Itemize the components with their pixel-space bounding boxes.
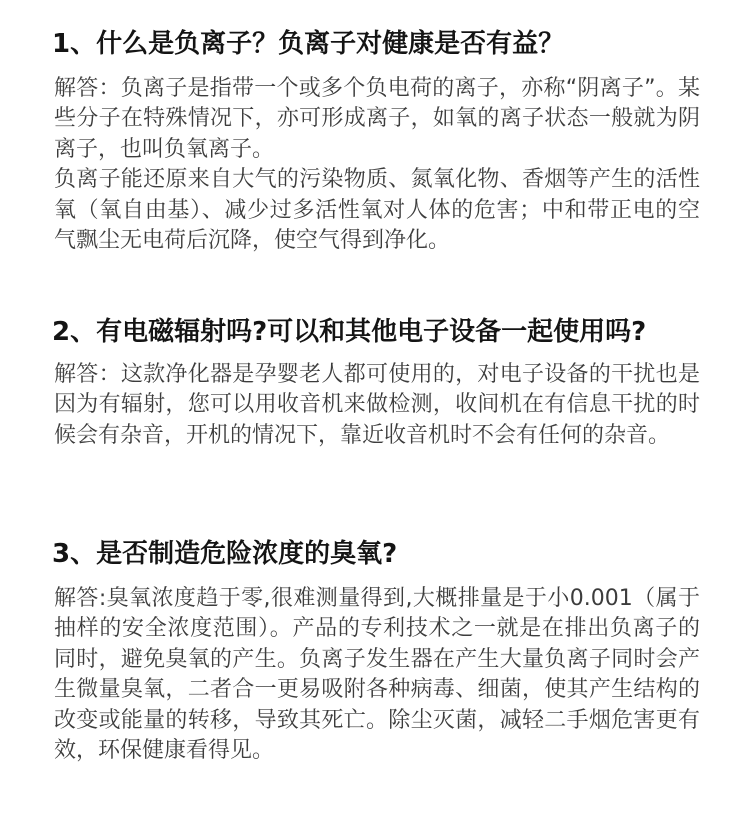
faq-question-1: 1、什么是负离子？负离子对健康是否有益？ [52, 29, 565, 59]
faq-answer-1b: 负离子能还原来自大气的污染物质、氮氧化物、香烟等产生的活性氧（氧自由基）、减少过多活性氧对人体的危害；中和带正电的空气飘尘无电荷后沉降，使空气得到净化。 [54, 167, 700, 254]
faq-question-3: 3、是否制造危险浓度的臭氧? [52, 539, 398, 569]
faq-answer-3: 解答:臭氧浓度趋于零,很难测量得到,大概排量是于小0.001（属于抽样的安全浓度范围）。产品的专利技术之一就是在排出负离子的同时，避免臭氧的产生。负离子发生器在产生大量负离子同时会产生微量臭氧，二者合一更易吸附各种病毒、细菌，使其产生结构的改变或能量的转移，导致其死亡。除尘灭菌，减轻二手烟危害更有效，环保健康看得见。 [54, 586, 700, 764]
faq-question-2: 2、有电磁辐射吗?可以和其他电子设备一起使用吗? [52, 317, 647, 347]
faq-answer-2: 解答：这款净化器是孕婴老人都可使用的，对电子设备的干扰也是因为有辐射，您可以用收音机来做检测，收间机在有信息干扰的时候会有杂音，开机的情况下，靠近收音机时不会有任何的杂音。 [54, 362, 700, 448]
faq-item-1 [0, 24, 750, 256]
faq-item-2 [0, 312, 750, 451]
faq-item-3 [0, 534, 750, 766]
faq-answer-1a: 解答：负离子是指带一个或多个负电荷的离子，亦称“阴离子”。某些分子在特殊情况下，亦可形成离子，如氧的离子状态一般就为阴离子，也叫负氧离子。 [54, 76, 700, 162]
